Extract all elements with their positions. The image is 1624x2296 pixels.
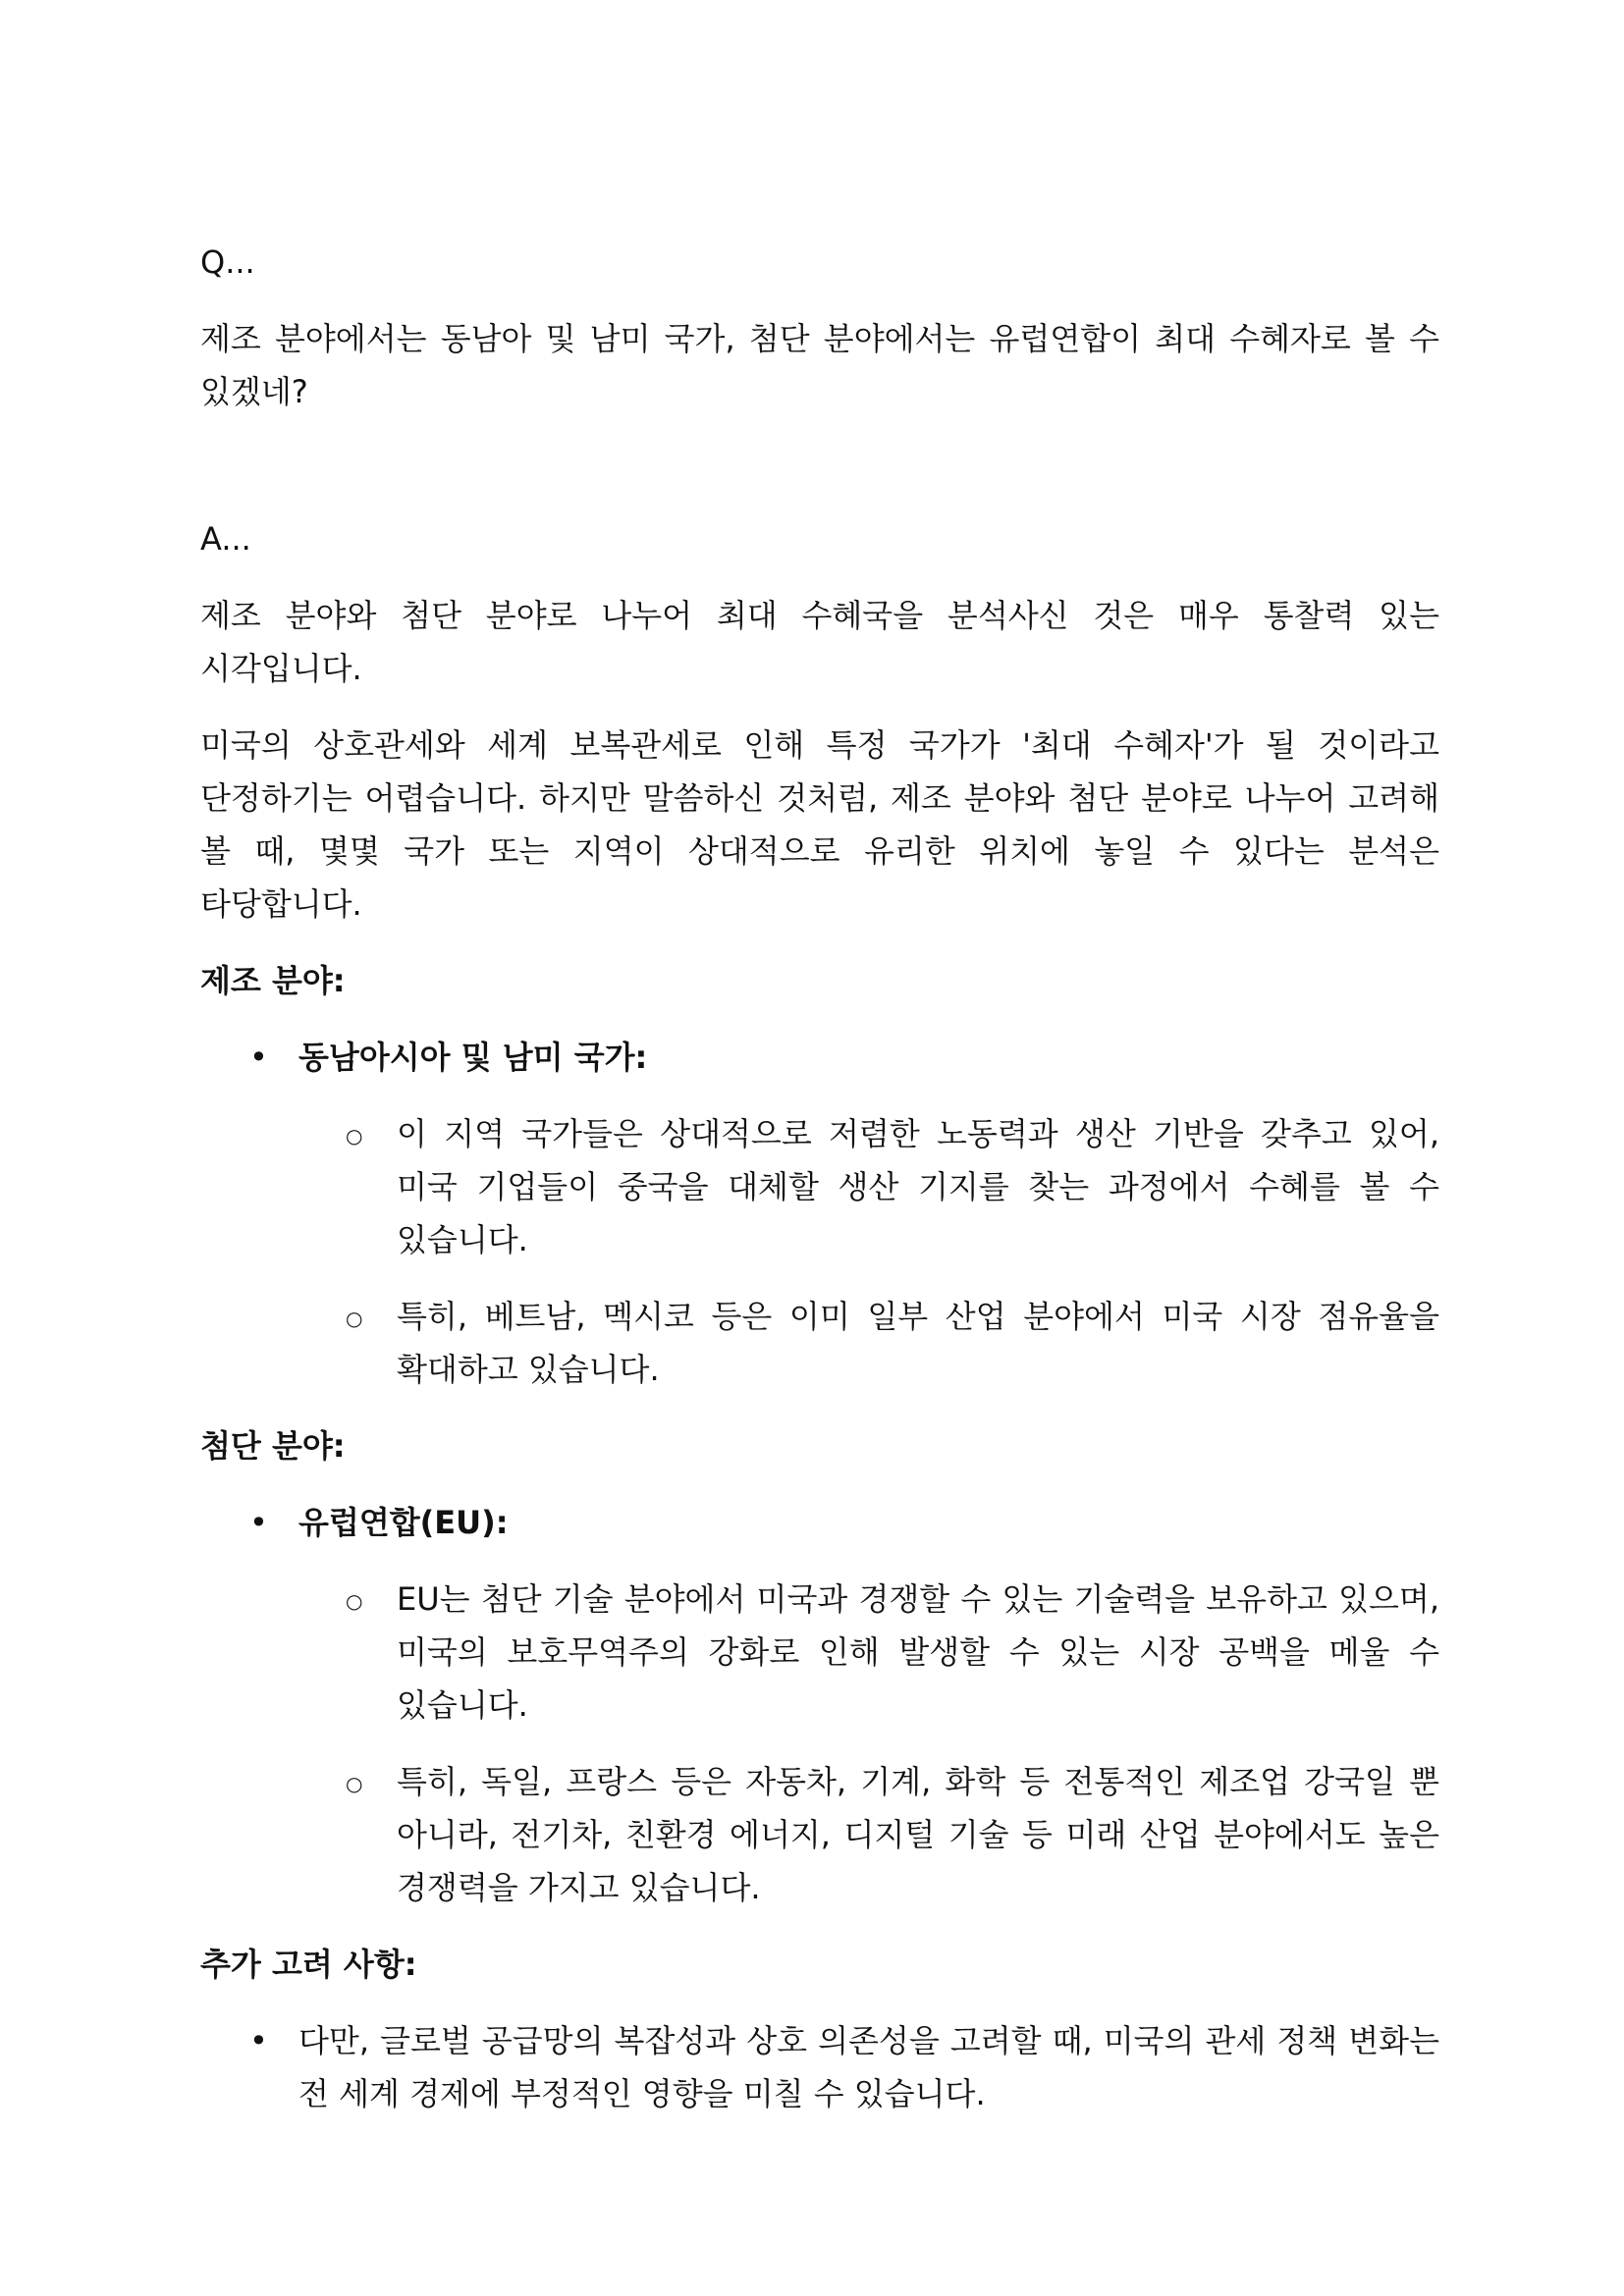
bullet-title: • 동남아시아 및 남미 국가: [298,1039,648,1076]
bullet-title: • 유럽연합(EU): [298,1504,509,1541]
bullet-item [200,1031,1439,1396]
document-content [200,236,1439,2144]
answer-label: A... [200,520,251,558]
question-text: 제조 분야에서는 동남아 및 남미 국가, 첨단 분야에서는 유럽연합이 최대 수혜자로 볼 수 있겠네? [200,320,1439,410]
sub-item [298,1573,1439,1732]
section-heading-advanced: 첨단 분야: [200,1427,346,1465]
sub-item-text: ○ 특히, 독일, 프랑스 등은 자동차, 기계, 화학 등 전통적인 제조업 강국일 뿐 아니라, 전기차, 친환경 에너지, 디지털 기술 등 미래 산업 분야에서도 높은 경쟁력을 가지고 있습니다. [397,1763,1439,1906]
answer-paragraph: 미국의 상호관세와 세계 보복관세로 인해 특정 국가가 '최대 수혜자'가 될 것이라고 단정하기는 어렵습니다. 하지만 말씀하신 것처럼, 제조 분야와 첨단 분야로 나누어 고려해 볼 때, 몇몇 국가 또는 지역이 상대적으로 유리한 위치에 놓일 수 있다는 분석은 타당합니다. [200,726,1439,923]
section-heading-manufacturing: 제조 분야: [200,962,346,999]
bullet-list [200,1031,1439,1396]
sub-list [298,1107,1439,1396]
answer-intro: 제조 분야와 첨단 분야로 나누어 최대 수혜국을 분석사신 것은 매우 통찰력 있는 시각입니다. [200,597,1439,687]
sub-item [298,1290,1439,1396]
sub-item-text: ○ 특히, 베트남, 멕시코 등은 이미 일부 산업 분야에서 미국 시장 점유율을 확대하고 있습니다. [397,1298,1439,1388]
sub-item-text: ○ EU는 첨단 기술 분야에서 미국과 경쟁할 수 있는 기술력을 보유하고 있으며, 미국의 보호무역주의 강화로 인해 발생할 수 있는 시장 공백을 메울 수 있습니다. [397,1580,1439,1724]
sub-item-text: ○ 이 지역 국가들은 상대적으로 저렴한 노동력과 생산 기반을 갖추고 있어, 미국 기업들이 중국을 대체할 생산 기지를 찾는 과정에서 수혜를 볼 수 있습니다. [397,1115,1439,1258]
question-label: Q... [200,243,255,281]
bullet-item [200,1496,1439,1914]
bullet-list [200,2014,1439,2120]
sub-list [298,1573,1439,1914]
bullet-item [200,2014,1439,2120]
section-heading-additional: 추가 고려 사항: [200,1946,417,1983]
bullet-list [200,1496,1439,1914]
bullet-text: • 다만, 글로벌 공급망의 복잡성과 상호 의존성을 고려할 때, 미국의 관세 정책 변화는 전 세계 경제에 부정적인 영향을 미칠 수 있습니다. [298,2022,1439,2112]
sub-item [298,1755,1439,1914]
sub-item [298,1107,1439,1266]
